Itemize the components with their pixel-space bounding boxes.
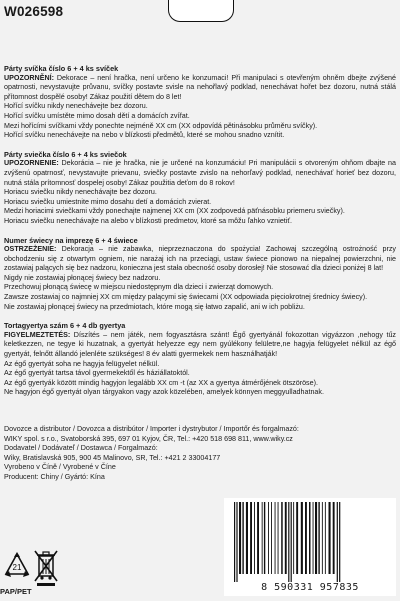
distributor-line: Vyrobeno v Číně / Vyrobené v Číne [4, 463, 116, 472]
barcode-bar [268, 502, 269, 574]
product-code: W026598 [4, 4, 64, 19]
distributor-line: Dovozce a distributor / Dovozca a distribútor / Importer i dystrybutor / Importőr és forgalmazó: [4, 425, 299, 433]
section-sk [4, 150, 396, 227]
barcode-bar [325, 502, 326, 574]
section-line: Horiacu sviečku nikdy nenechávajte bez dozoru. [4, 188, 157, 197]
barcode-bar [246, 502, 248, 574]
section-line: Az égő gyertyát tartsa távol gyermekektől és háziállatoktól. [4, 369, 190, 378]
hang-hole [168, 0, 234, 22]
barcode-bar [329, 502, 331, 574]
barcode-bar [278, 502, 279, 574]
barcode-bar [313, 502, 314, 574]
section-line: Hořící svíčku nikdy nenechávejte bez dozoru. [4, 102, 148, 111]
section-line: Horiacu sviečku nenechávajte na alebo v blízkosti predmetov, ktoré sa môžu ľahko vznietiť. [4, 216, 293, 225]
barcode-bar [264, 502, 265, 574]
barcode-bar [339, 502, 340, 582]
section-line: Ne hagyjon égő gyertyát olyan tárgyakon vagy azok közelében, amelyek könnyen meggyulladhatnak. [4, 388, 324, 397]
section-title: Numer świecy na imprezę 6 + 4 świece [4, 235, 138, 245]
warning-label: UPOZORNĚNÍ: [4, 73, 54, 82]
section-warning [4, 331, 396, 360]
section-cz [4, 64, 396, 141]
distributor-line: Dodavatel / Dodávateľ / Dostawca / Forgalmazó: [4, 444, 158, 453]
section-warning [4, 159, 396, 188]
barcode-bar [333, 502, 335, 574]
section-warning [4, 245, 396, 274]
barcode-bar [242, 502, 243, 574]
section-line: Nie zostawiaj płonącej świecy na przedmiotach, które mogą się łatwo zapalić, ani w ich pobliżu. [4, 302, 305, 311]
barcode-bar [262, 502, 263, 574]
crossed-out-bin-icon [34, 548, 58, 588]
section-line: Horiacu sviečku umiestnite mimo dosahu detí a domácich zvierat. [4, 197, 212, 206]
distributor-info [4, 425, 396, 483]
barcode-bar [293, 502, 294, 574]
barcode-bar [281, 502, 283, 574]
warning-text: Dekoracja – nie zabawka, nieprzeznaczona do spożycia! Zachowaj szczególną ostrożność przy obchodzeniu się z otwartym ogniem, nie narażaj ich na przeciągi, ustaw świece pionowo na niepalnej powierzchni, nie zostawiaj palących się bez nadzoru, konieczna jest stała obecność osoby dorosłej! Nie stosować dla dzieci poniżej 8 lat! [4, 245, 396, 273]
barcode-bar [236, 502, 237, 582]
section-line: Hořící svíčku nenechávejte na nebo v blízkosti předmětů, které se mohou snadno vznítit. [4, 131, 285, 140]
section-line: Medzi horiacimi sviečkami vždy ponechajte najmenej XX cm (XX zodpovedá päťnásobku priemeru sviečky). [4, 207, 345, 216]
barcode-bar [322, 502, 323, 574]
barcode-bar [305, 502, 307, 574]
barcode-bar [309, 502, 311, 574]
distributor-line: WIKY spol. s r.o., Svatoborská 395, 697 01 Kyjov, ČR, Tel.: +420 518 698 811, www.wiky.cz [4, 434, 293, 443]
section-line: Przechowuj płonącą świecę w miejscu niedostępnym dla dzieci i zwierząt domowych. [4, 283, 274, 292]
barcode-number: 8 590331 957835 [261, 582, 359, 593]
barcode-bar [254, 502, 255, 574]
section-line: Mezi hořícími svíčkami vždy ponechte nejméně XX cm (XX odpovídá pětinásobku průměru svíčky). [4, 121, 318, 130]
section-line: Hořící svíčku umístěte mimo dosah dětí a domácích zvířat. [4, 111, 190, 120]
section-line: Az égő gyertyát soha ne hagyja felügyelet nélkül. [4, 359, 160, 368]
barcode-bar [285, 502, 287, 574]
barcode-bar [239, 502, 241, 574]
warning-text: Dekorácia – nie je hračka, nie je určené na konzumáciu! Pri manipulácii s otvoreným ohňom dbajte na zvýšenú opatrnosť, nevystavujte prievanu, sviečky postavte zvislo na nehorľavý podklad, nenechávať horieť bez dozoru, nutná stála prítomnosť dospelej osoby! Zákaz použitia deťom do 8 rokov! [4, 159, 396, 187]
section-title: Párty sviečka číslo 6 + 4 ks sviečok [4, 149, 127, 159]
barcode-bar [315, 502, 317, 574]
barcode-bar [296, 502, 298, 574]
section-title: Párty svíčka číslo 6 + 4 ks svíček [4, 64, 119, 73]
barcode-bars [232, 502, 388, 582]
recycle-number: 21 [12, 563, 22, 572]
distributor-line: Wiky, Bratislavská 905, 900 45 Malinovo, SR, Tel.: +421 2 33004177 [4, 453, 221, 462]
section-line: Az égő gyertyák között mindig hagyjon legalább XX cm -t (az XX a gyertya átmérőjének ötszöröse). [4, 378, 318, 387]
barcode-bar [257, 502, 259, 574]
barcode-bar [234, 502, 235, 582]
warning-label: OSTRZEŻENIE: [4, 245, 57, 254]
barcode-bar [301, 502, 303, 574]
section-pl [4, 236, 396, 313]
barcode [224, 498, 396, 596]
warning-label: FIGYELMEZTETÉS: [4, 330, 71, 339]
section-line: Nigdy nie zostawiaj płonącej świecy bez nadzoru. [4, 273, 161, 282]
section-line: Zawsze zostawiaj co najmniej XX cm między palącymi się świecami (XX odpowiada pięciokrotnej średnicy świecy). [4, 293, 368, 302]
distributor-line: Producent: Chiny / Gyártó: Kína [4, 472, 105, 481]
section-hu [4, 321, 396, 398]
recycle-triangle-icon [4, 552, 30, 586]
barcode-bar [318, 502, 319, 574]
warning-sections [4, 64, 396, 407]
barcode-bar [275, 502, 276, 574]
section-warning [4, 74, 396, 103]
warning-label: UPOZORNENIE: [4, 159, 59, 168]
barcode-bar [291, 502, 292, 582]
recycle-label: PAP/PET [0, 587, 32, 596]
barcode-bar [271, 502, 272, 574]
barcode-bar [250, 502, 252, 574]
barcode-bar [337, 502, 338, 582]
warning-text: Díszítés – nem játék, nem fogyasztásra szánt! Égő gyertyánál fokozottan vigyázzon ,nehogy tűz keletkezzen, ne tegye ki huzatnak, a gyertyát helyezze egy nem gyúlékony felületre,ne hagyja felügyelet nélkül az égő gyertyát, felnőtt állandó jelenléte szükséges! 8 év alatti gyermekek nem használhatják! [4, 330, 396, 359]
barcode-bar [288, 502, 289, 582]
warning-text: Dekorace – není hračka, není určeno ke konzumaci! Při manipulaci s otevřeným ohněm dbejte zvýšené opatrnosti, nevystavujte průvanu, svíčky postavte svisle na nehořlavý podklad, nenechávat hořet bez dozoru, nutná stálá přítomnost dospělé osoby! Zákaz použití dětem do 8 let! [4, 73, 396, 101]
section-title: Tortagyertya szám 6 + 4 db gyertya [4, 321, 126, 331]
